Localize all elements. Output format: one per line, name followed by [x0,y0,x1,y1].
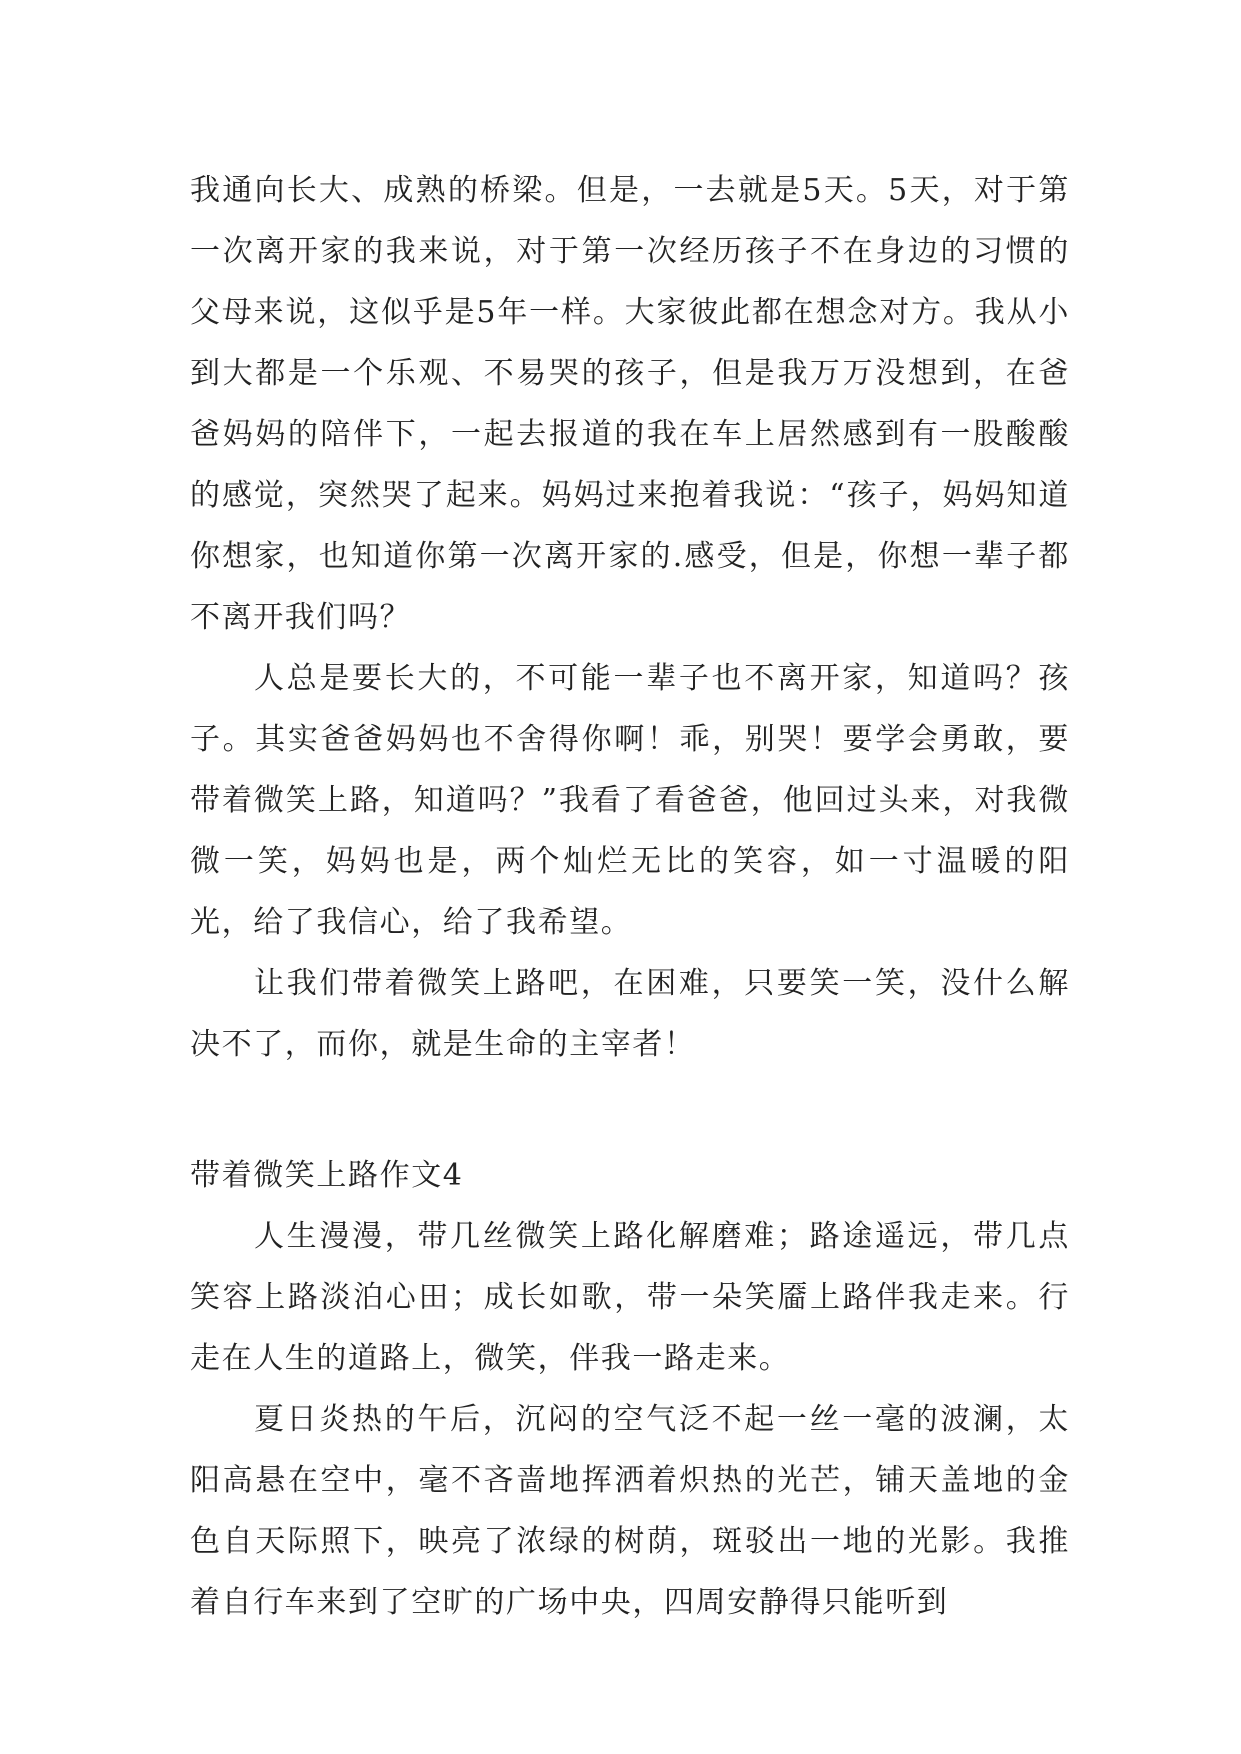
paragraph: 人生漫漫，带几丝微笑上路化解磨难；路途遥远，带几点笑容上路淡泊心田；成长如歌，带一朵笑靥上路伴我走来。行走在人生的道路上，微笑，伴我一路走来。 [190,1219,1070,1376]
paragraph: 夏日炎热的午后，沉闷的空气泛不起一丝一毫的波澜，太阳高悬在空中，毫不吝啬地挥洒着炽热的光芒，铺天盖地的金色自天际照下，映亮了浓绿的树荫，斑驳出一地的光影。我推着自行车来到了空旷的广场中央，四周安静得只能听到 [190,1402,1070,1620]
paragraph: 人总是要长大的，不可能一辈子也不离开家，知道吗？孩子。其实爸爸妈妈也不舍得你啊！乖，别哭！要学会勇敢，要带着微笑上路，知道吗？”我看了看爸爸，他回过头来，对我微微一笑，妈妈也是，两个灿烂无比的笑容，如一寸温暖的阳光，给了我信心，给了我希望。 [190,661,1070,940]
section-title: 带着微笑上路作文4 [190,1158,464,1193]
document-body [190,160,1070,1633]
paragraph-continued: 我通向长大、成熟的桥梁。但是，一去就是5天。5天，对于第一次离开家的我来说，对于第一次经历孩子不在身边的习惯的父母来说，这似乎是5年一样。大家彼此都在想念对方。我从小到大都是一个乐观、不易哭的孩子，但是我万万没想到，在爸爸妈妈的陪伴下，一起去报道的我在车上居然感到有一股酸酸的感觉，突然哭了起来。妈妈过来抱着我说：“孩子，妈妈知道你想家，也知道你第一次离开家的.感受，但是，你想一辈子都不离开我们吗？ [190,173,1070,635]
paragraph: 让我们带着微笑上路吧，在困难，只要笑一笑，没什么解决不了，而你，就是生命的主宰者！ [190,966,1070,1062]
